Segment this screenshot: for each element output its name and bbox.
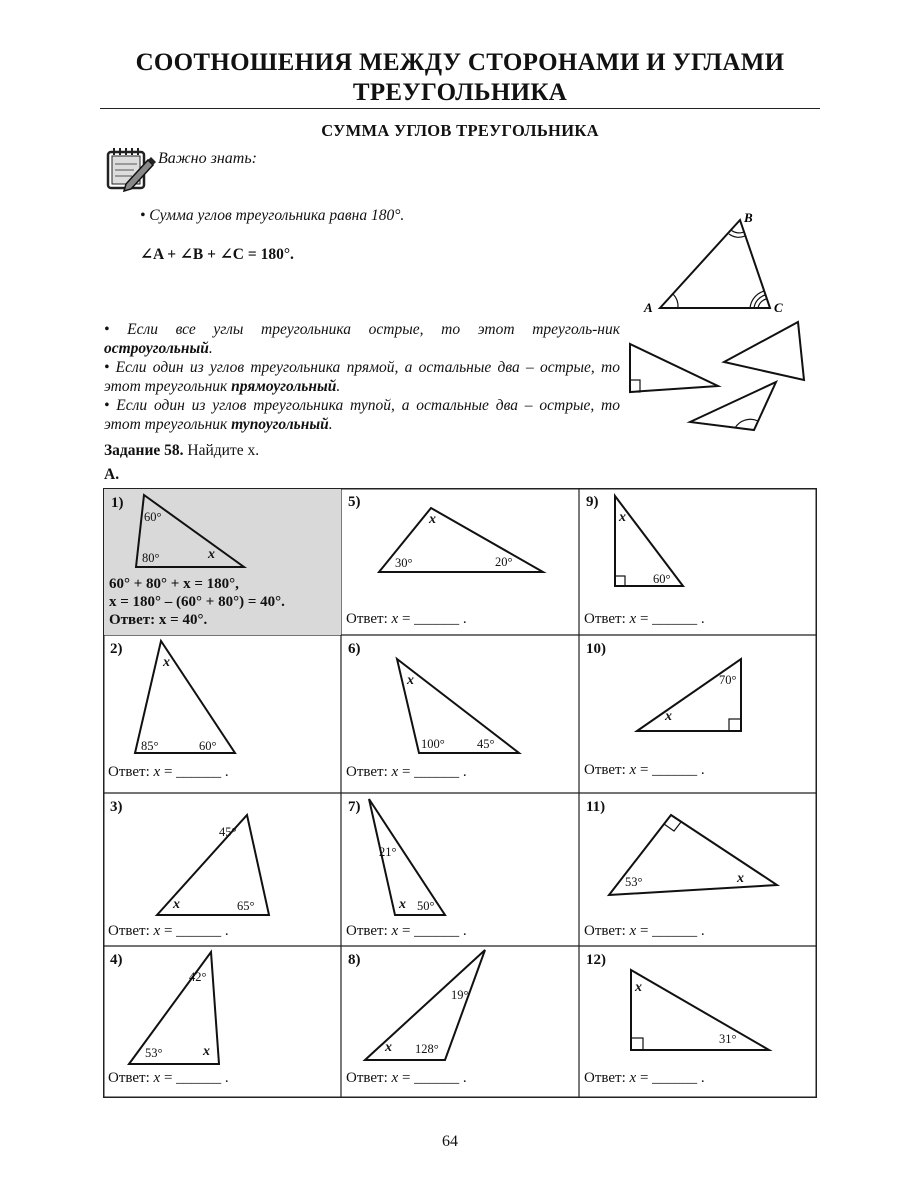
exercise-cell-7 [341, 793, 579, 946]
vertex-c-label: C [774, 300, 783, 315]
exercise-cell-3 [103, 793, 341, 946]
unknown-angle-label: x [208, 547, 215, 562]
answer-blank[interactable]: Ответ: x = ______ . [346, 764, 467, 780]
solution-line: Ответ: x = 40°. [109, 612, 208, 628]
exercise-cell-12 [579, 946, 817, 1098]
exercise-grid [103, 488, 817, 1098]
right-triangle-definition: • Если один из углов треугольника прямой, а остальные два – острые, то этот треугольник прямоугольный. [104, 359, 620, 395]
angle-sum-statement: • Сумма углов треугольника равна 180°. [140, 207, 405, 224]
important-label: Важно знать: [158, 150, 257, 167]
exercise-cell-8 [341, 946, 579, 1098]
answer-blank[interactable]: Ответ: x = ______ . [108, 764, 229, 780]
angle-label: 19° [451, 988, 469, 1002]
exercise-number: 9) [586, 494, 599, 510]
unknown-angle-label: x [737, 871, 744, 886]
angle-label: 80° [142, 551, 160, 565]
unknown-angle-label: x [203, 1044, 210, 1059]
angle-label: 53° [625, 875, 643, 889]
angle-label: 31° [719, 1032, 737, 1046]
exercise-cell-11 [579, 793, 817, 946]
page-number: 64 [442, 1133, 458, 1150]
obtuse-triangle-definition: • Если один из углов треугольника тупой, а остальные два – острые, то этот треугольник тупоугольный. [104, 397, 620, 433]
exercise-number: 1) [111, 495, 124, 511]
answer-blank[interactable]: Ответ: x = ______ . [108, 1070, 229, 1086]
exercise-number: 2) [110, 641, 123, 657]
angle-label: 60° [144, 510, 162, 524]
unknown-angle-label: x [665, 709, 672, 724]
angle-label: 60° [199, 739, 217, 753]
answer-blank[interactable]: Ответ: x = ______ . [584, 762, 705, 778]
exercise-cell-5 [341, 488, 579, 635]
angle-label: 100° [421, 737, 445, 751]
exercise-number: 12) [586, 952, 606, 968]
angle-label: 65° [237, 899, 255, 913]
title-divider [100, 108, 820, 109]
exercise-cell-2 [103, 635, 341, 793]
vertex-a-label: A [644, 300, 653, 315]
answer-blank[interactable]: Ответ: x = ______ . [108, 923, 229, 939]
exercise-number: 6) [348, 641, 361, 657]
angle-label: 45° [219, 825, 237, 839]
unknown-angle-label: x [385, 1040, 392, 1055]
vertex-b-label: B [744, 210, 753, 225]
exercise-number: 8) [348, 952, 361, 968]
notepad-pencil-icon [104, 146, 156, 194]
unknown-angle-label: x [173, 897, 180, 912]
exercise-number: 3) [110, 799, 123, 815]
unknown-angle-label: x [619, 510, 626, 525]
unknown-angle-label: x [399, 897, 406, 912]
acute-triangle-shape [724, 322, 804, 380]
page-title [100, 48, 820, 108]
angle-label: 70° [719, 673, 737, 687]
exercise-cell-4 [103, 946, 341, 1098]
title-line-1: СООТНОШЕНИЯ МЕЖДУ СТОРОНАМИ И УГЛАМИ [135, 49, 785, 76]
angle-label: 42° [189, 970, 207, 984]
right-triangle-shape [630, 344, 718, 392]
angle-label: 50° [417, 899, 435, 913]
exercise-number: 10) [586, 641, 606, 657]
exercise-number: 11) [586, 799, 606, 815]
answer-blank[interactable]: Ответ: x = ______ . [346, 611, 467, 627]
answer-blank[interactable]: Ответ: x = ______ . [584, 1070, 705, 1086]
angle-label: 20° [495, 555, 513, 569]
unknown-angle-label: x [635, 980, 642, 995]
solution-line: 60° + 80° + x = 180°, [109, 576, 239, 592]
angle-label: 53° [145, 1046, 163, 1060]
exercise-number: 5) [348, 494, 361, 510]
unknown-angle-label: x [163, 655, 170, 670]
angle-label: 45° [477, 737, 495, 751]
task-part-a: А. [104, 466, 120, 483]
unknown-angle-label: x [429, 512, 436, 527]
triangle-types-figure [622, 318, 812, 436]
angle-label: 128° [415, 1042, 439, 1056]
solution-line: x = 180° – (60° + 80°) = 40°. [109, 594, 285, 610]
exercise-cell-6 [341, 635, 579, 793]
answer-blank[interactable]: Ответ: x = ______ . [346, 1070, 467, 1086]
worked-solution [109, 575, 285, 629]
title-line-2: ТРЕУГОЛЬНИКА [352, 79, 568, 106]
exercise-cell-10 [579, 635, 817, 793]
angle-label: 60° [653, 572, 671, 586]
angle-label: 30° [395, 556, 413, 570]
exercise-number: 4) [110, 952, 123, 968]
task-heading: Задание 58. Найдите x. [104, 442, 260, 459]
exercise-cell-9 [579, 488, 817, 635]
obtuse-triangle-shape [690, 382, 776, 430]
triangle-abc-figure [640, 208, 800, 318]
exercise-number: 7) [348, 799, 361, 815]
section-subtitle: СУММА УГЛОВ ТРЕУГОЛЬНИКА [321, 121, 599, 140]
answer-blank[interactable]: Ответ: x = ______ . [584, 923, 705, 939]
angle-label: 21° [379, 845, 397, 859]
unknown-angle-label: x [407, 673, 414, 688]
answer-blank[interactable]: Ответ: x = ______ . [584, 611, 705, 627]
angle-sum-formula: ∠A + ∠B + ∠C = 180°. [140, 246, 294, 263]
answer-blank[interactable]: Ответ: x = ______ . [346, 923, 467, 939]
acute-triangle-definition: • Если все углы треугольника острые, то этот треуголь-ник остроугольный. [104, 321, 620, 357]
exercise-cell-1 [104, 489, 341, 635]
angle-label: 85° [141, 739, 159, 753]
